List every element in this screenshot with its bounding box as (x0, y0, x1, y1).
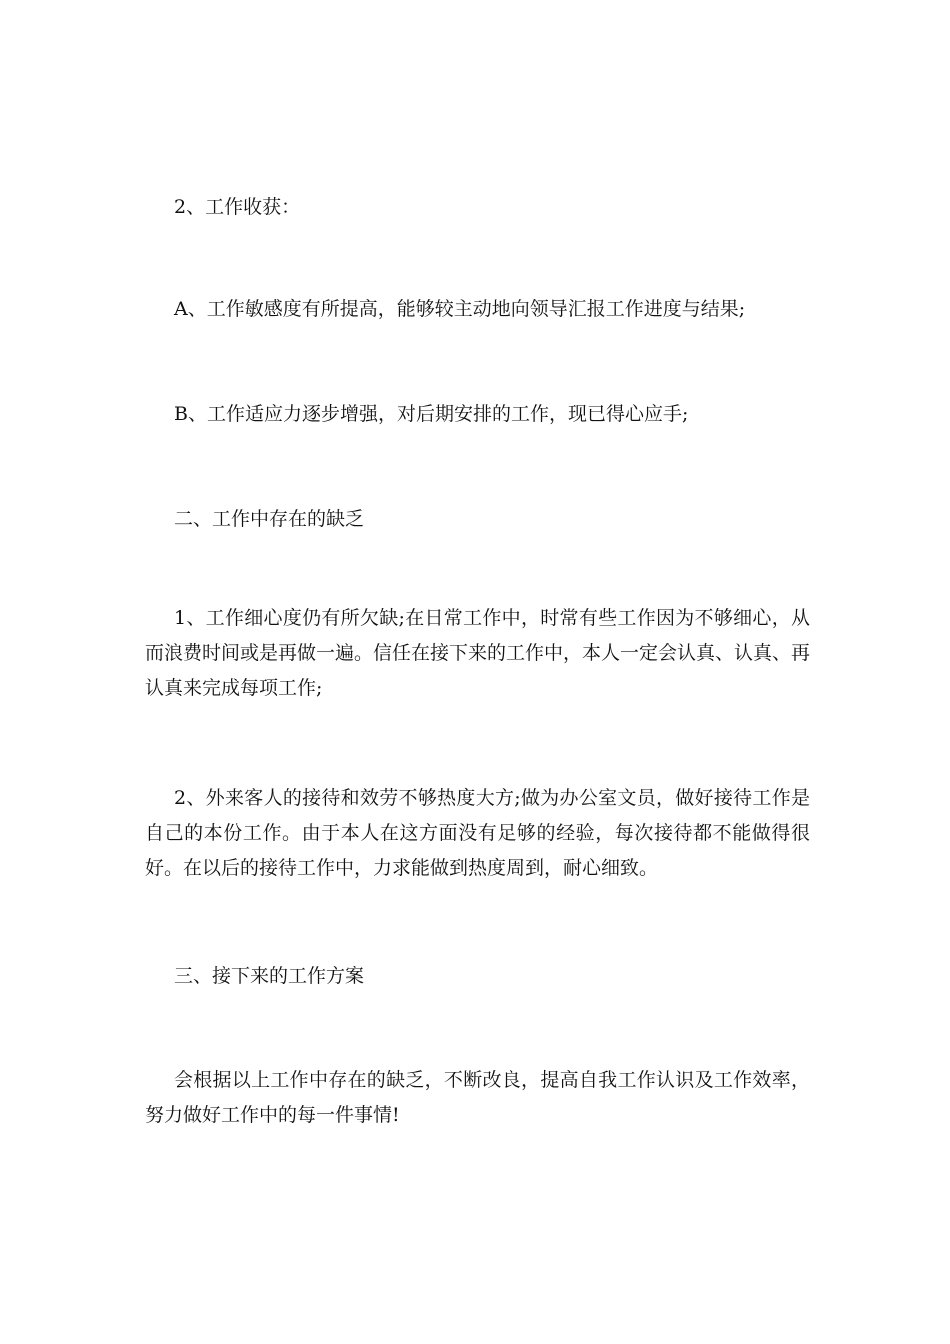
section-heading-next-plan: 三、接下来的工作方案 (174, 965, 365, 987)
paragraph-shortcoming-2: 2、外来客人的接待和效劳不够热度大方;做为办公室文员，做好接待工作是自己的本份工作。由于本人在这方面没有足够的经验，每次接待都不能做得很好。在以后的接待工作中，力求能做到热度周到，耐心细致。 (145, 787, 810, 879)
paragraph-shortcoming-1: 1、工作细心度仍有所欠缺;在日常工作中，时常有些工作因为不够细心，从而浪费时间或是再做一遍。信任在接下来的工作中，本人一定会认真、认真、再认真来完成每项工作; (145, 607, 811, 699)
paragraph-work-gains-heading: 2、工作收获： (174, 196, 301, 218)
paragraph-gain-b: B、工作适应力逐步增强，对后期安排的工作，现已得心应手; (174, 403, 689, 425)
paragraph-next-plan: 会根据以上工作中存在的缺乏，不断改良，提高自我工作认识及工作效率，努力做好工作中的每一件事情! (145, 1069, 810, 1126)
paragraph-gain-a: A、工作敏感度有所提高，能够较主动地向领导汇报工作进度与结果; (174, 298, 746, 320)
section-heading-shortcomings: 二、工作中存在的缺乏 (174, 508, 365, 530)
